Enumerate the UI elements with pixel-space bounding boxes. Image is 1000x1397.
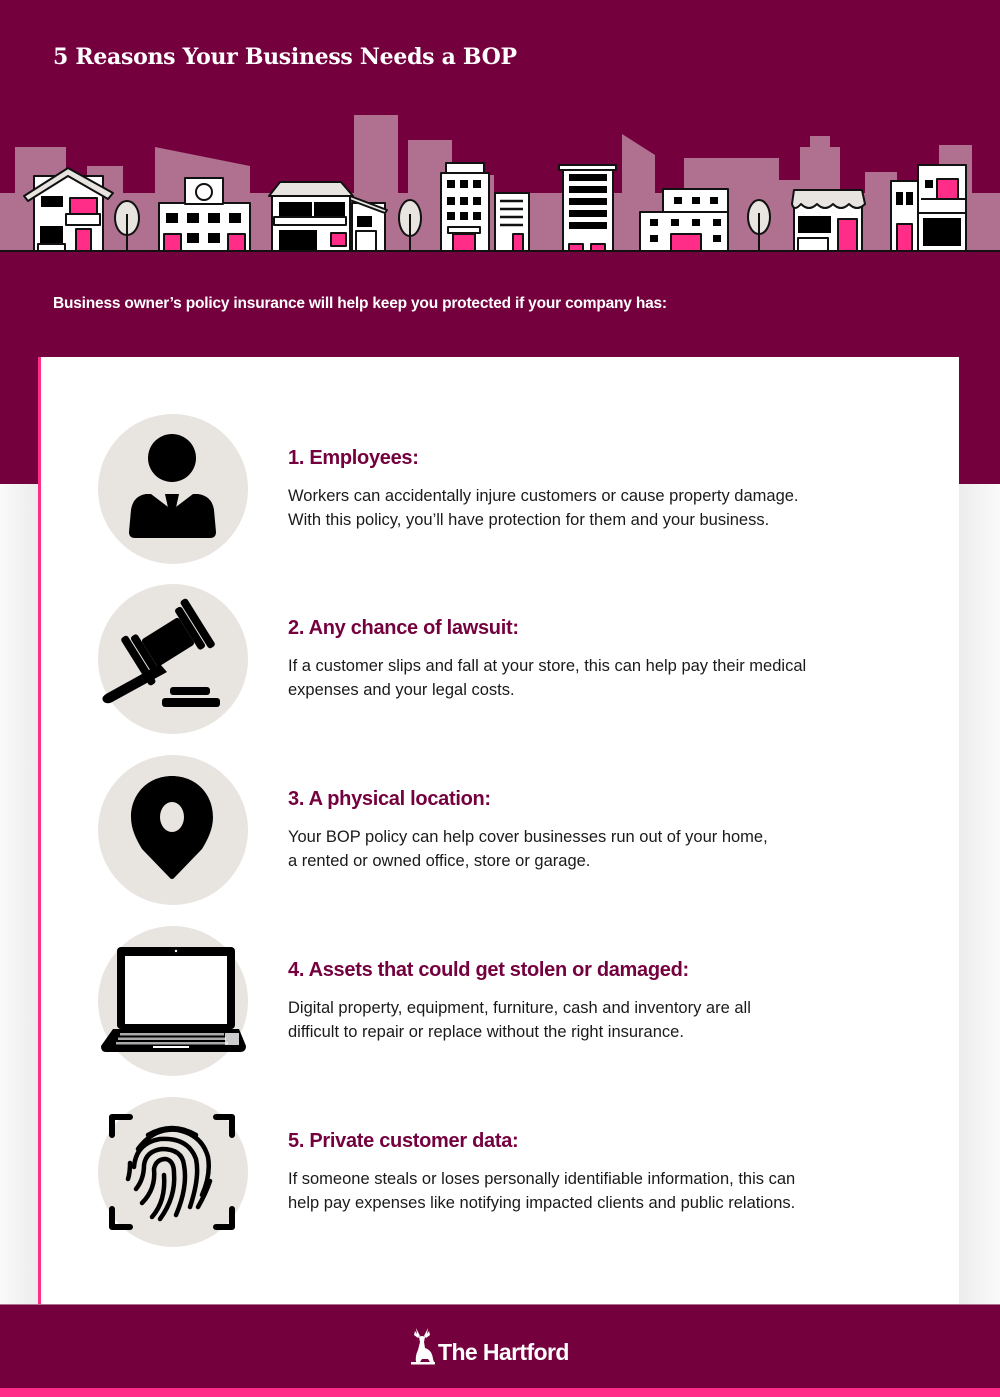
footer-accent-strip — [0, 1388, 1000, 1397]
icon-circle — [98, 584, 248, 734]
reason-body-line: Your BOP policy can help cover businesses run out of your home, — [288, 828, 768, 846]
reason-body-line: a rented or owned office, store or garage. — [288, 852, 591, 870]
page-title: 5 Reasons Your Business Needs a BOP — [53, 44, 517, 70]
city-skyline-illustration — [0, 100, 1000, 260]
hartford-logo[interactable] — [408, 1326, 569, 1366]
reason-body-line: help pay expenses like notifying impacted clients and public relations. — [288, 1194, 796, 1212]
reason-body — [288, 484, 908, 532]
reason-body-line: Workers can accidentally injure customers or cause property damage. — [288, 487, 799, 505]
reason-body-line: With this policy, you’ll have protection for them and your business. — [288, 511, 770, 529]
reason-body-line: Digital property, equipment, furniture, cash and inventory are all — [288, 999, 751, 1017]
reason-body — [288, 654, 908, 702]
stag-icon — [408, 1326, 436, 1366]
reason-title: 4. Assets that could get stolen or damaged: — [288, 959, 689, 981]
icon-circle — [98, 755, 248, 905]
employee-icon — [98, 414, 248, 564]
reason-body — [288, 1167, 908, 1215]
reason-item-assets — [41, 926, 962, 1076]
reason-body-line: expenses and your legal costs. — [288, 681, 515, 699]
reason-title: 3. A physical location: — [288, 788, 491, 810]
reason-body-line: difficult to repair or replace without the right insurance. — [288, 1023, 684, 1041]
reason-body-line: If someone steals or loses personally identifiable information, this can — [288, 1170, 796, 1188]
icon-circle — [98, 926, 248, 1076]
ground-line — [0, 250, 1000, 252]
laptop-icon — [98, 926, 248, 1076]
reason-body — [288, 996, 908, 1044]
reasons-card — [38, 357, 959, 1304]
fingerprint-icon — [98, 1097, 248, 1247]
intro-text: Business owner’s policy insurance will help keep you protected if your company has: — [53, 295, 667, 312]
reason-item-lawsuit — [41, 584, 962, 734]
reason-title: 5. Private customer data: — [288, 1130, 519, 1152]
reason-body-line: If a customer slips and fall at your store, this can help pay their medical — [288, 657, 807, 675]
reason-item-customer-data — [41, 1097, 962, 1247]
reason-title: 1. Employees: — [288, 447, 419, 469]
reason-item-employees — [41, 414, 962, 564]
reason-item-location — [41, 755, 962, 905]
location-pin-icon — [98, 755, 248, 905]
icon-circle — [98, 414, 248, 564]
card-shadow-left — [0, 484, 38, 1304]
card-shadow-right — [959, 484, 1000, 1304]
logo-text: The Hartford — [438, 1339, 569, 1365]
icon-circle — [98, 1097, 248, 1247]
reason-title: 2. Any chance of lawsuit: — [288, 617, 519, 639]
reason-body — [288, 825, 908, 873]
gavel-icon — [98, 584, 248, 734]
